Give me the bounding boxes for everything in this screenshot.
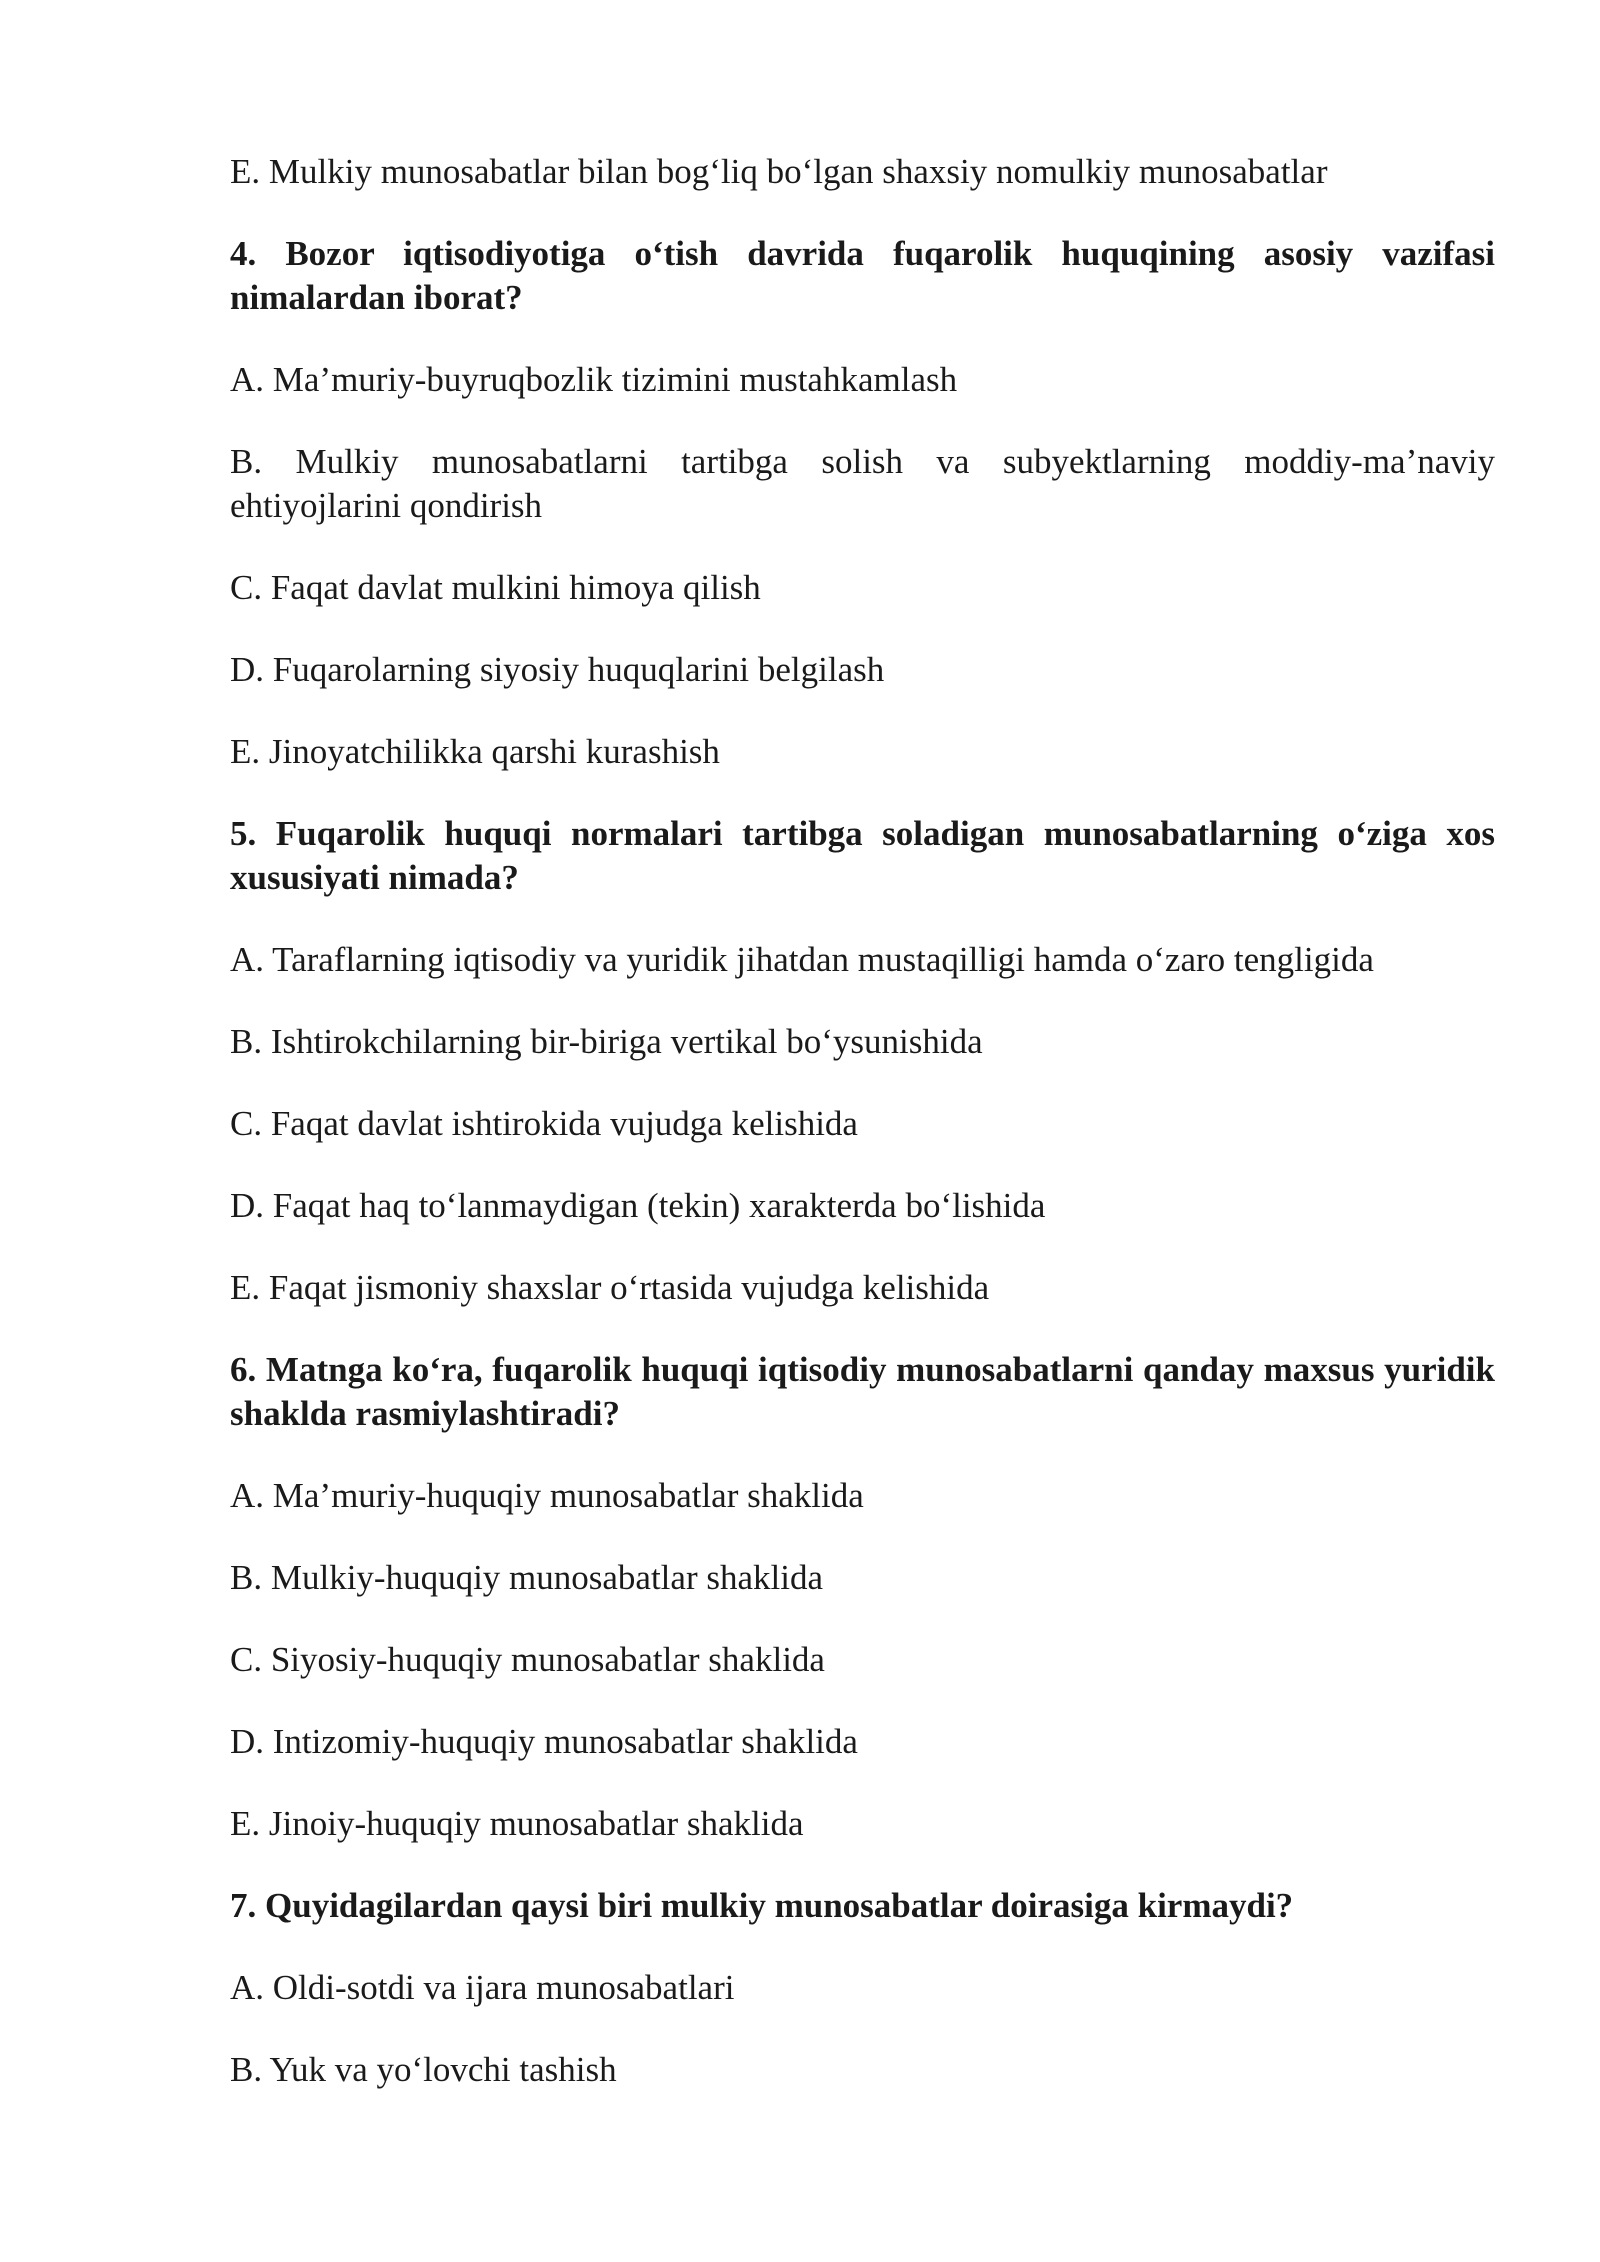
answer-option: C. Faqat davlat mulkini himoya qilish <box>230 568 761 607</box>
answer-option: E. Jinoyatchilikka qarshi kurashish <box>230 732 720 771</box>
answer-option: C. Faqat davlat ishtirokida vujudga kelishida <box>230 1104 858 1143</box>
answer-option: A. Taraflarning iqtisodiy va yuridik jihatdan mustaqilligi hamda o‘zaro tengligida <box>230 940 1374 979</box>
answer-option: D. Intizomiy-huquqiy munosabatlar shaklida <box>230 1722 858 1761</box>
answer-option: A. Ma’muriy-huquqiy munosabatlar shaklida <box>230 1476 864 1515</box>
answer-option: C. Siyosiy-huquqiy munosabatlar shaklida <box>230 1640 825 1679</box>
question-text: 6. Matnga ko‘ra, fuqarolik huquqi iqtisodiy munosabatlarni qanday maxsus yuridik shaklda rasmiylashtiradi? <box>230 1350 1495 1433</box>
answer-option: D. Faqat haq to‘lanmaydigan (tekin) xarakterda bo‘lishida <box>230 1186 1046 1225</box>
answer-option: A. Ma’muriy-buyruqbozlik tizimini mustahkamlash <box>230 360 958 399</box>
answer-option: B. Mulkiy-huquqiy munosabatlar shaklida <box>230 1558 823 1597</box>
document-page <box>230 150 1495 2130</box>
answer-option: D. Fuqarolarning siyosiy huquqlarini belgilash <box>230 650 885 689</box>
question-text: 7. Quyidagilardan qaysi biri mulkiy munosabatlar doirasiga kirmaydi? <box>230 1886 1294 1925</box>
answer-option: E. Mulkiy munosabatlar bilan bog‘liq bo‘lgan shaxsiy nomulkiy munosabatlar <box>230 152 1328 191</box>
answer-option: B. Ishtirokchilarning bir-biriga vertikal bo‘ysunishida <box>230 1022 983 1061</box>
answer-option: B. Yuk va yo‘lovchi tashish <box>230 2050 617 2089</box>
answer-option: E. Jinoiy-huquqiy munosabatlar shaklida <box>230 1804 804 1843</box>
question-text: 5. Fuqarolik huquqi normalari tartibga soladigan munosabatlarning o‘ziga xos xususiyati nimada? <box>230 814 1495 897</box>
answer-option: E. Faqat jismoniy shaxslar o‘rtasida vujudga kelishida <box>230 1268 990 1307</box>
answer-option: A. Oldi-sotdi va ijara munosabatlari <box>230 1968 735 2007</box>
question-text: 4. Bozor iqtisodiyotiga o‘tish davrida fuqarolik huquqining asosiy vazifasi nimalardan iborat? <box>230 234 1495 317</box>
answer-option: B. Mulkiy munosabatlarni tartibga solish va subyektlarning moddiy-ma’naviy ehtiyojlarini qondirish <box>230 442 1495 525</box>
